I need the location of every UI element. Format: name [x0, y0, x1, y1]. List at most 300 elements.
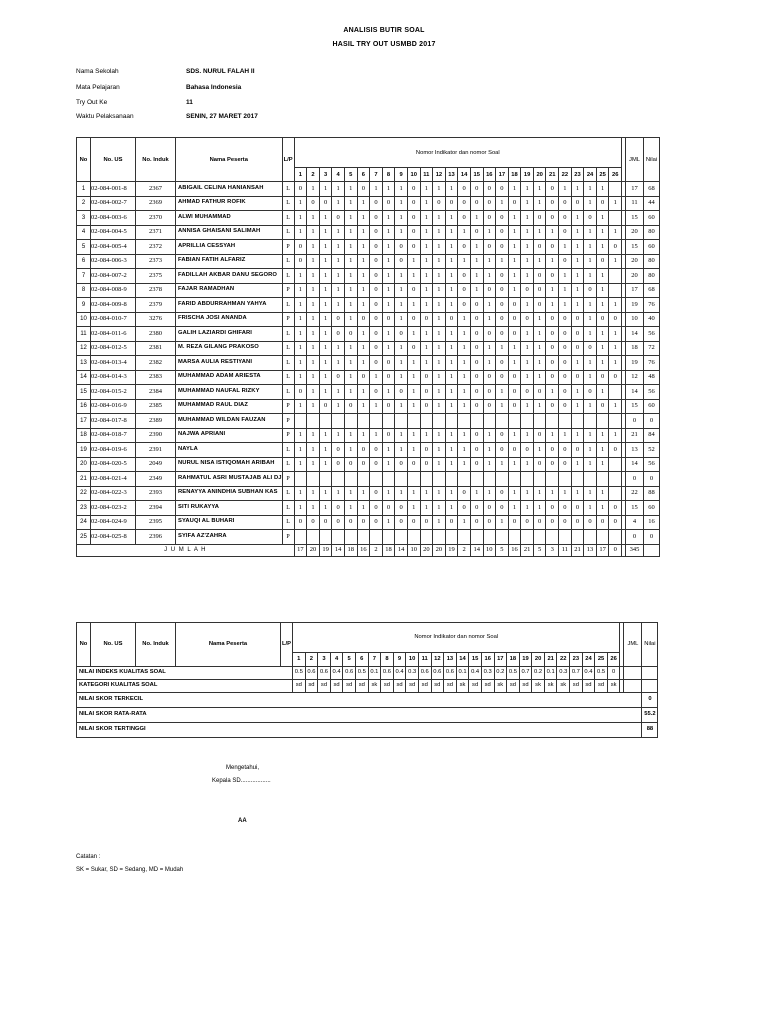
- jumlah-cell: 16: [357, 544, 370, 556]
- no-us: 02-084-024-9: [91, 515, 136, 530]
- jml-cell: 20: [626, 254, 644, 269]
- score-cell: 0: [319, 515, 332, 530]
- score-cell: 1: [332, 225, 345, 240]
- score-cell: 0: [433, 196, 446, 211]
- score-cell: 1: [407, 269, 420, 284]
- score-cell: 0: [483, 240, 496, 255]
- student-name: MARSA AULIA RESTIYANI: [176, 356, 283, 371]
- score-cell: [420, 414, 433, 429]
- score-cell: 1: [357, 501, 370, 516]
- kategori-cell: sk: [456, 680, 469, 693]
- score-cell: 0: [559, 327, 572, 342]
- no-induk: 2349: [136, 472, 176, 487]
- table-row: [77, 385, 660, 400]
- score-cell: 0: [407, 312, 420, 327]
- score-cell: 0: [420, 312, 433, 327]
- score-cell: 0: [496, 182, 509, 197]
- score-cell: 0: [407, 240, 420, 255]
- score-cell: 0: [458, 196, 471, 211]
- score-cell: 0: [357, 515, 370, 530]
- score-cell: 0: [458, 269, 471, 284]
- score-cell: 1: [508, 283, 521, 298]
- no-induk: 2371: [136, 225, 176, 240]
- score-cell: 0: [496, 283, 509, 298]
- score-cell: 0: [496, 428, 509, 443]
- row-number: 4: [77, 225, 91, 240]
- score-cell: 1: [508, 240, 521, 255]
- jml-cell: 22: [626, 486, 644, 501]
- score-cell: [584, 530, 597, 545]
- score-cell: 1: [458, 443, 471, 458]
- score-cell: 0: [382, 312, 395, 327]
- score-cell: 0: [370, 443, 383, 458]
- no-induk: 2396: [136, 530, 176, 545]
- jml-cell: 18: [626, 341, 644, 356]
- table-row: [77, 370, 660, 385]
- no-us: 02-084-015-2: [91, 385, 136, 400]
- jumlah-cell: 10: [407, 544, 420, 556]
- score-cell: 0: [521, 283, 534, 298]
- no-us: 02-084-012-5: [91, 341, 136, 356]
- score-cell: 0: [357, 312, 370, 327]
- score-cell: 1: [344, 283, 357, 298]
- score-cell: 1: [332, 356, 345, 371]
- score-cell: 0: [596, 370, 609, 385]
- score-cell: [609, 283, 622, 298]
- score-cell: 1: [420, 327, 433, 342]
- score-cell: 0: [370, 356, 383, 371]
- score-cell: 0: [370, 269, 383, 284]
- nama-header: Nama Peserta: [176, 138, 283, 182]
- question-number: 24: [584, 168, 597, 182]
- score-cell: 1: [357, 486, 370, 501]
- no-us: 02-084-010-7: [91, 312, 136, 327]
- score-cell: 1: [559, 298, 572, 313]
- indeks-cell: 0.2: [494, 667, 507, 680]
- nama-header: Nama Peserta: [176, 623, 281, 667]
- question-number: 8: [381, 653, 394, 667]
- question-number: 18: [507, 653, 520, 667]
- score-cell: 1: [496, 457, 509, 472]
- question-number: 5: [343, 653, 356, 667]
- question-number: 11: [420, 168, 433, 182]
- score-cell: 1: [307, 370, 320, 385]
- score-cell: 1: [395, 283, 408, 298]
- question-number: 2: [305, 653, 318, 667]
- score-cell: 1: [370, 370, 383, 385]
- score-cell: 1: [508, 501, 521, 516]
- score-cell: 1: [521, 182, 534, 197]
- score-cell: [609, 182, 622, 197]
- no-induk: 2373: [136, 254, 176, 269]
- question-number: 14: [458, 168, 471, 182]
- table-row: [77, 283, 660, 298]
- nilai-cell: 44: [644, 196, 660, 211]
- score-cell: 1: [382, 327, 395, 342]
- score-cell: 1: [533, 399, 546, 414]
- nilai-cell: 60: [644, 399, 660, 414]
- score-cell: 1: [521, 501, 534, 516]
- score-cell: [546, 530, 559, 545]
- score-cell: 1: [420, 225, 433, 240]
- score-cell: 1: [458, 341, 471, 356]
- kategori-cell: sd: [318, 680, 331, 693]
- question-number: 21: [546, 168, 559, 182]
- jumlah-cell: 3: [546, 544, 559, 556]
- no-us: 02-084-009-8: [91, 298, 136, 313]
- nilai-cell: 80: [644, 254, 660, 269]
- score-cell: 1: [546, 486, 559, 501]
- score-cell: 1: [420, 269, 433, 284]
- score-cell: 1: [533, 370, 546, 385]
- score-cell: 1: [294, 399, 307, 414]
- score-cell: 1: [357, 327, 370, 342]
- kategori-cell: sd: [343, 680, 356, 693]
- score-cell: 0: [533, 283, 546, 298]
- score-cell: 1: [596, 428, 609, 443]
- score-cell: [508, 472, 521, 487]
- score-cell: 0: [609, 370, 622, 385]
- score-cell: 1: [319, 312, 332, 327]
- table-row: [77, 457, 660, 472]
- gender: P: [282, 312, 294, 327]
- gender: L: [282, 182, 294, 197]
- jumlah-cell: 20: [307, 544, 320, 556]
- indeks-cell: 0.3: [481, 667, 494, 680]
- score-cell: 0: [395, 385, 408, 400]
- score-cell: 1: [332, 486, 345, 501]
- score-cell: 0: [546, 182, 559, 197]
- score-cell: 1: [584, 486, 597, 501]
- score-cell: [609, 530, 622, 545]
- score-cell: 1: [332, 428, 345, 443]
- score-cell: 0: [407, 457, 420, 472]
- score-cell: 0: [395, 254, 408, 269]
- score-cell: 1: [521, 428, 534, 443]
- no-induk: 2385: [136, 399, 176, 414]
- score-cell: 1: [344, 486, 357, 501]
- question-number: 20: [532, 653, 545, 667]
- score-cell: 1: [357, 298, 370, 313]
- info-label: Nama Sekolah: [76, 68, 119, 75]
- score-cell: 1: [319, 341, 332, 356]
- score-cell: 1: [483, 298, 496, 313]
- question-number: 2: [307, 168, 320, 182]
- skor-terkecil-label: NILAI SKOR TERKECIL: [77, 693, 642, 708]
- score-cell: 1: [559, 182, 572, 197]
- score-cell: 0: [559, 196, 572, 211]
- title-line-1: ANALISIS BUTIR SOAL: [343, 27, 425, 34]
- score-cell: 1: [533, 486, 546, 501]
- score-cell: 1: [521, 457, 534, 472]
- score-cell: 0: [470, 428, 483, 443]
- jml-cell: 15: [626, 501, 644, 516]
- score-cell: 1: [307, 385, 320, 400]
- score-cell: 1: [433, 385, 446, 400]
- student-name: MUHAMMAD ADAM ARIESTA: [176, 370, 283, 385]
- score-cell: 1: [559, 240, 572, 255]
- score-cell: 1: [470, 486, 483, 501]
- score-cell: 1: [533, 443, 546, 458]
- nilai-cell: 76: [644, 356, 660, 371]
- indeks-cell: 0.1: [368, 667, 381, 680]
- nilai-cell: 72: [644, 341, 660, 356]
- score-cell: 1: [445, 457, 458, 472]
- score-cell: [521, 530, 534, 545]
- question-number: 9: [395, 168, 408, 182]
- score-cell: 1: [307, 486, 320, 501]
- score-cell: 0: [382, 356, 395, 371]
- jumlah-cell: 18: [344, 544, 357, 556]
- score-cell: 1: [496, 385, 509, 400]
- score-cell: 1: [382, 269, 395, 284]
- question-number: 25: [596, 168, 609, 182]
- score-cell: 1: [395, 428, 408, 443]
- score-cell: [483, 472, 496, 487]
- score-cell: 0: [458, 486, 471, 501]
- score-cell: 0: [483, 370, 496, 385]
- question-number: 17: [496, 168, 509, 182]
- kategori-cell: sk: [532, 680, 545, 693]
- question-number: 26: [609, 168, 622, 182]
- score-cell: 1: [584, 327, 597, 342]
- score-cell: 1: [357, 341, 370, 356]
- score-cell: 1: [445, 211, 458, 226]
- score-cell: 1: [458, 370, 471, 385]
- score-cell: 1: [294, 443, 307, 458]
- table-row: [77, 182, 660, 197]
- indeks-cell: 0.7: [519, 667, 532, 680]
- score-cell: [370, 530, 383, 545]
- score-cell: 1: [344, 182, 357, 197]
- score-cell: 0: [571, 327, 584, 342]
- question-number: 21: [544, 653, 557, 667]
- score-cell: 1: [584, 254, 597, 269]
- score-cell: [344, 414, 357, 429]
- table-row: [77, 312, 660, 327]
- jml-cell: 19: [626, 298, 644, 313]
- score-cell: 1: [559, 486, 572, 501]
- no-induk: 3276: [136, 312, 176, 327]
- score-cell: 0: [496, 225, 509, 240]
- score-cell: 1: [332, 240, 345, 255]
- score-cell: 1: [508, 225, 521, 240]
- score-cell: [433, 414, 446, 429]
- jml-cell: 13: [626, 443, 644, 458]
- no-induk-header: No. Induk: [136, 138, 176, 182]
- skor-tertinggi-value: 88: [642, 723, 658, 738]
- question-number: 4: [330, 653, 343, 667]
- no-us-header: No. US: [91, 623, 136, 667]
- indeks-cell: 0.1: [456, 667, 469, 680]
- row-number: 12: [77, 341, 91, 356]
- score-cell: 1: [357, 399, 370, 414]
- score-cell: 1: [584, 196, 597, 211]
- score-cell: [382, 414, 395, 429]
- indikator-header: Nomor Indikator dan nomor Soal: [294, 138, 621, 168]
- info-value: SENIN, 27 MARET 2017: [186, 113, 258, 120]
- score-cell: 0: [395, 327, 408, 342]
- score-cell: 1: [458, 385, 471, 400]
- score-cell: 0: [470, 370, 483, 385]
- score-cell: 0: [382, 370, 395, 385]
- score-cell: 0: [546, 399, 559, 414]
- score-cell: 1: [307, 457, 320, 472]
- kategori-cell: sd: [305, 680, 318, 693]
- nilai-cell: 60: [644, 211, 660, 226]
- score-cell: 1: [319, 428, 332, 443]
- score-cell: 0: [546, 356, 559, 371]
- row-number: 25: [77, 530, 91, 545]
- score-cell: 1: [307, 254, 320, 269]
- score-cell: 0: [508, 385, 521, 400]
- score-cell: 0: [596, 312, 609, 327]
- score-cell: 0: [483, 327, 496, 342]
- score-cell: 1: [445, 240, 458, 255]
- kategori-cell: sd: [507, 680, 520, 693]
- score-cell: 1: [496, 515, 509, 530]
- score-cell: 1: [584, 225, 597, 240]
- no-induk: 2375: [136, 269, 176, 284]
- score-cell: 1: [382, 240, 395, 255]
- score-cell: 1: [344, 443, 357, 458]
- kategori-cell: sd: [444, 680, 457, 693]
- nilai-cell: 60: [644, 240, 660, 255]
- score-cell: 0: [319, 399, 332, 414]
- score-cell: 0: [294, 515, 307, 530]
- jumlah-cell: 16: [508, 544, 521, 556]
- score-cell: 1: [307, 182, 320, 197]
- student-name: FAJAR RAMADHAN: [176, 283, 283, 298]
- score-cell: [470, 472, 483, 487]
- student-name: SITI RUKAYYA: [176, 501, 283, 516]
- score-cell: 0: [370, 254, 383, 269]
- score-cell: 0: [370, 515, 383, 530]
- nilai-cell: 68: [644, 182, 660, 197]
- score-cell: 1: [319, 254, 332, 269]
- row-number: 19: [77, 443, 91, 458]
- jumlah-cell: 5: [533, 544, 546, 556]
- row-number: 6: [77, 254, 91, 269]
- score-cell: 1: [294, 283, 307, 298]
- student-name: RENAYYA ANINDHIA SUBHAN KAS: [176, 486, 283, 501]
- score-cell: [609, 211, 622, 226]
- header-row: [77, 623, 658, 638]
- score-cell: 1: [395, 486, 408, 501]
- score-cell: 0: [370, 283, 383, 298]
- score-cell: 1: [357, 240, 370, 255]
- score-cell: 1: [496, 254, 509, 269]
- score-cell: 1: [508, 182, 521, 197]
- score-cell: 0: [496, 240, 509, 255]
- score-cell: 1: [559, 283, 572, 298]
- row-number: 9: [77, 298, 91, 313]
- score-cell: 1: [433, 312, 446, 327]
- score-cell: 0: [496, 443, 509, 458]
- score-cell: 0: [370, 501, 383, 516]
- no-us: 02-084-017-8: [91, 414, 136, 429]
- score-cell: 1: [596, 283, 609, 298]
- score-cell: 0: [546, 196, 559, 211]
- score-cell: 0: [559, 312, 572, 327]
- score-cell: 0: [533, 428, 546, 443]
- score-cell: 0: [370, 211, 383, 226]
- score-cell: 1: [596, 443, 609, 458]
- score-cell: 0: [357, 443, 370, 458]
- score-cell: 1: [433, 182, 446, 197]
- score-cell: 1: [294, 341, 307, 356]
- indeks-cell: 0.5: [293, 667, 306, 680]
- score-cell: 1: [407, 428, 420, 443]
- score-cell: 1: [307, 428, 320, 443]
- score-cell: [521, 472, 534, 487]
- score-cell: 0: [470, 385, 483, 400]
- score-cell: [433, 530, 446, 545]
- score-cell: 1: [433, 298, 446, 313]
- score-cell: 1: [533, 254, 546, 269]
- table-row: [77, 428, 660, 443]
- row-number: 14: [77, 370, 91, 385]
- skor-tertinggi-label: NILAI SKOR TERTINGGI: [77, 723, 642, 738]
- score-cell: 0: [533, 385, 546, 400]
- table-row: [77, 356, 660, 371]
- score-cell: [609, 385, 622, 400]
- score-cell: 0: [370, 196, 383, 211]
- score-cell: 0: [458, 211, 471, 226]
- score-cell: 1: [445, 486, 458, 501]
- score-cell: 1: [395, 269, 408, 284]
- score-cell: 0: [521, 312, 534, 327]
- student-name: FRISCHA JOSI ANANDA: [176, 312, 283, 327]
- score-cell: [395, 414, 408, 429]
- score-cell: 0: [559, 225, 572, 240]
- score-cell: 1: [571, 240, 584, 255]
- score-cell: 1: [584, 399, 597, 414]
- question-number: 7: [368, 653, 381, 667]
- nilai-cell: 56: [644, 457, 660, 472]
- kategori-cell: sd: [418, 680, 431, 693]
- score-cell: 1: [584, 370, 597, 385]
- info-value: Bahasa Indonesia: [186, 84, 242, 91]
- score-cell: 1: [445, 399, 458, 414]
- score-cell: 1: [521, 254, 534, 269]
- score-cell: [559, 530, 572, 545]
- score-cell: [609, 472, 622, 487]
- score-cell: 1: [521, 298, 534, 313]
- row-number: 22: [77, 486, 91, 501]
- score-cell: [407, 414, 420, 429]
- score-cell: 1: [332, 283, 345, 298]
- score-cell: 0: [344, 457, 357, 472]
- score-cell: 1: [307, 283, 320, 298]
- student-name: MUHAMMAD NAUFAL RIZKY: [176, 385, 283, 400]
- score-cell: 1: [382, 457, 395, 472]
- question-number: 7: [370, 168, 383, 182]
- jml-cell: 20: [626, 225, 644, 240]
- score-cell: [584, 472, 597, 487]
- score-cell: 1: [508, 356, 521, 371]
- gender: L: [282, 269, 294, 284]
- info-label: Try Out Ke: [76, 99, 108, 106]
- lp-header: L/P: [281, 623, 293, 667]
- score-cell: 1: [395, 211, 408, 226]
- score-cell: 0: [559, 457, 572, 472]
- score-cell: 1: [307, 327, 320, 342]
- score-cell: 1: [584, 443, 597, 458]
- table-row: [77, 530, 660, 545]
- score-cell: 0: [546, 240, 559, 255]
- score-cell: 1: [344, 385, 357, 400]
